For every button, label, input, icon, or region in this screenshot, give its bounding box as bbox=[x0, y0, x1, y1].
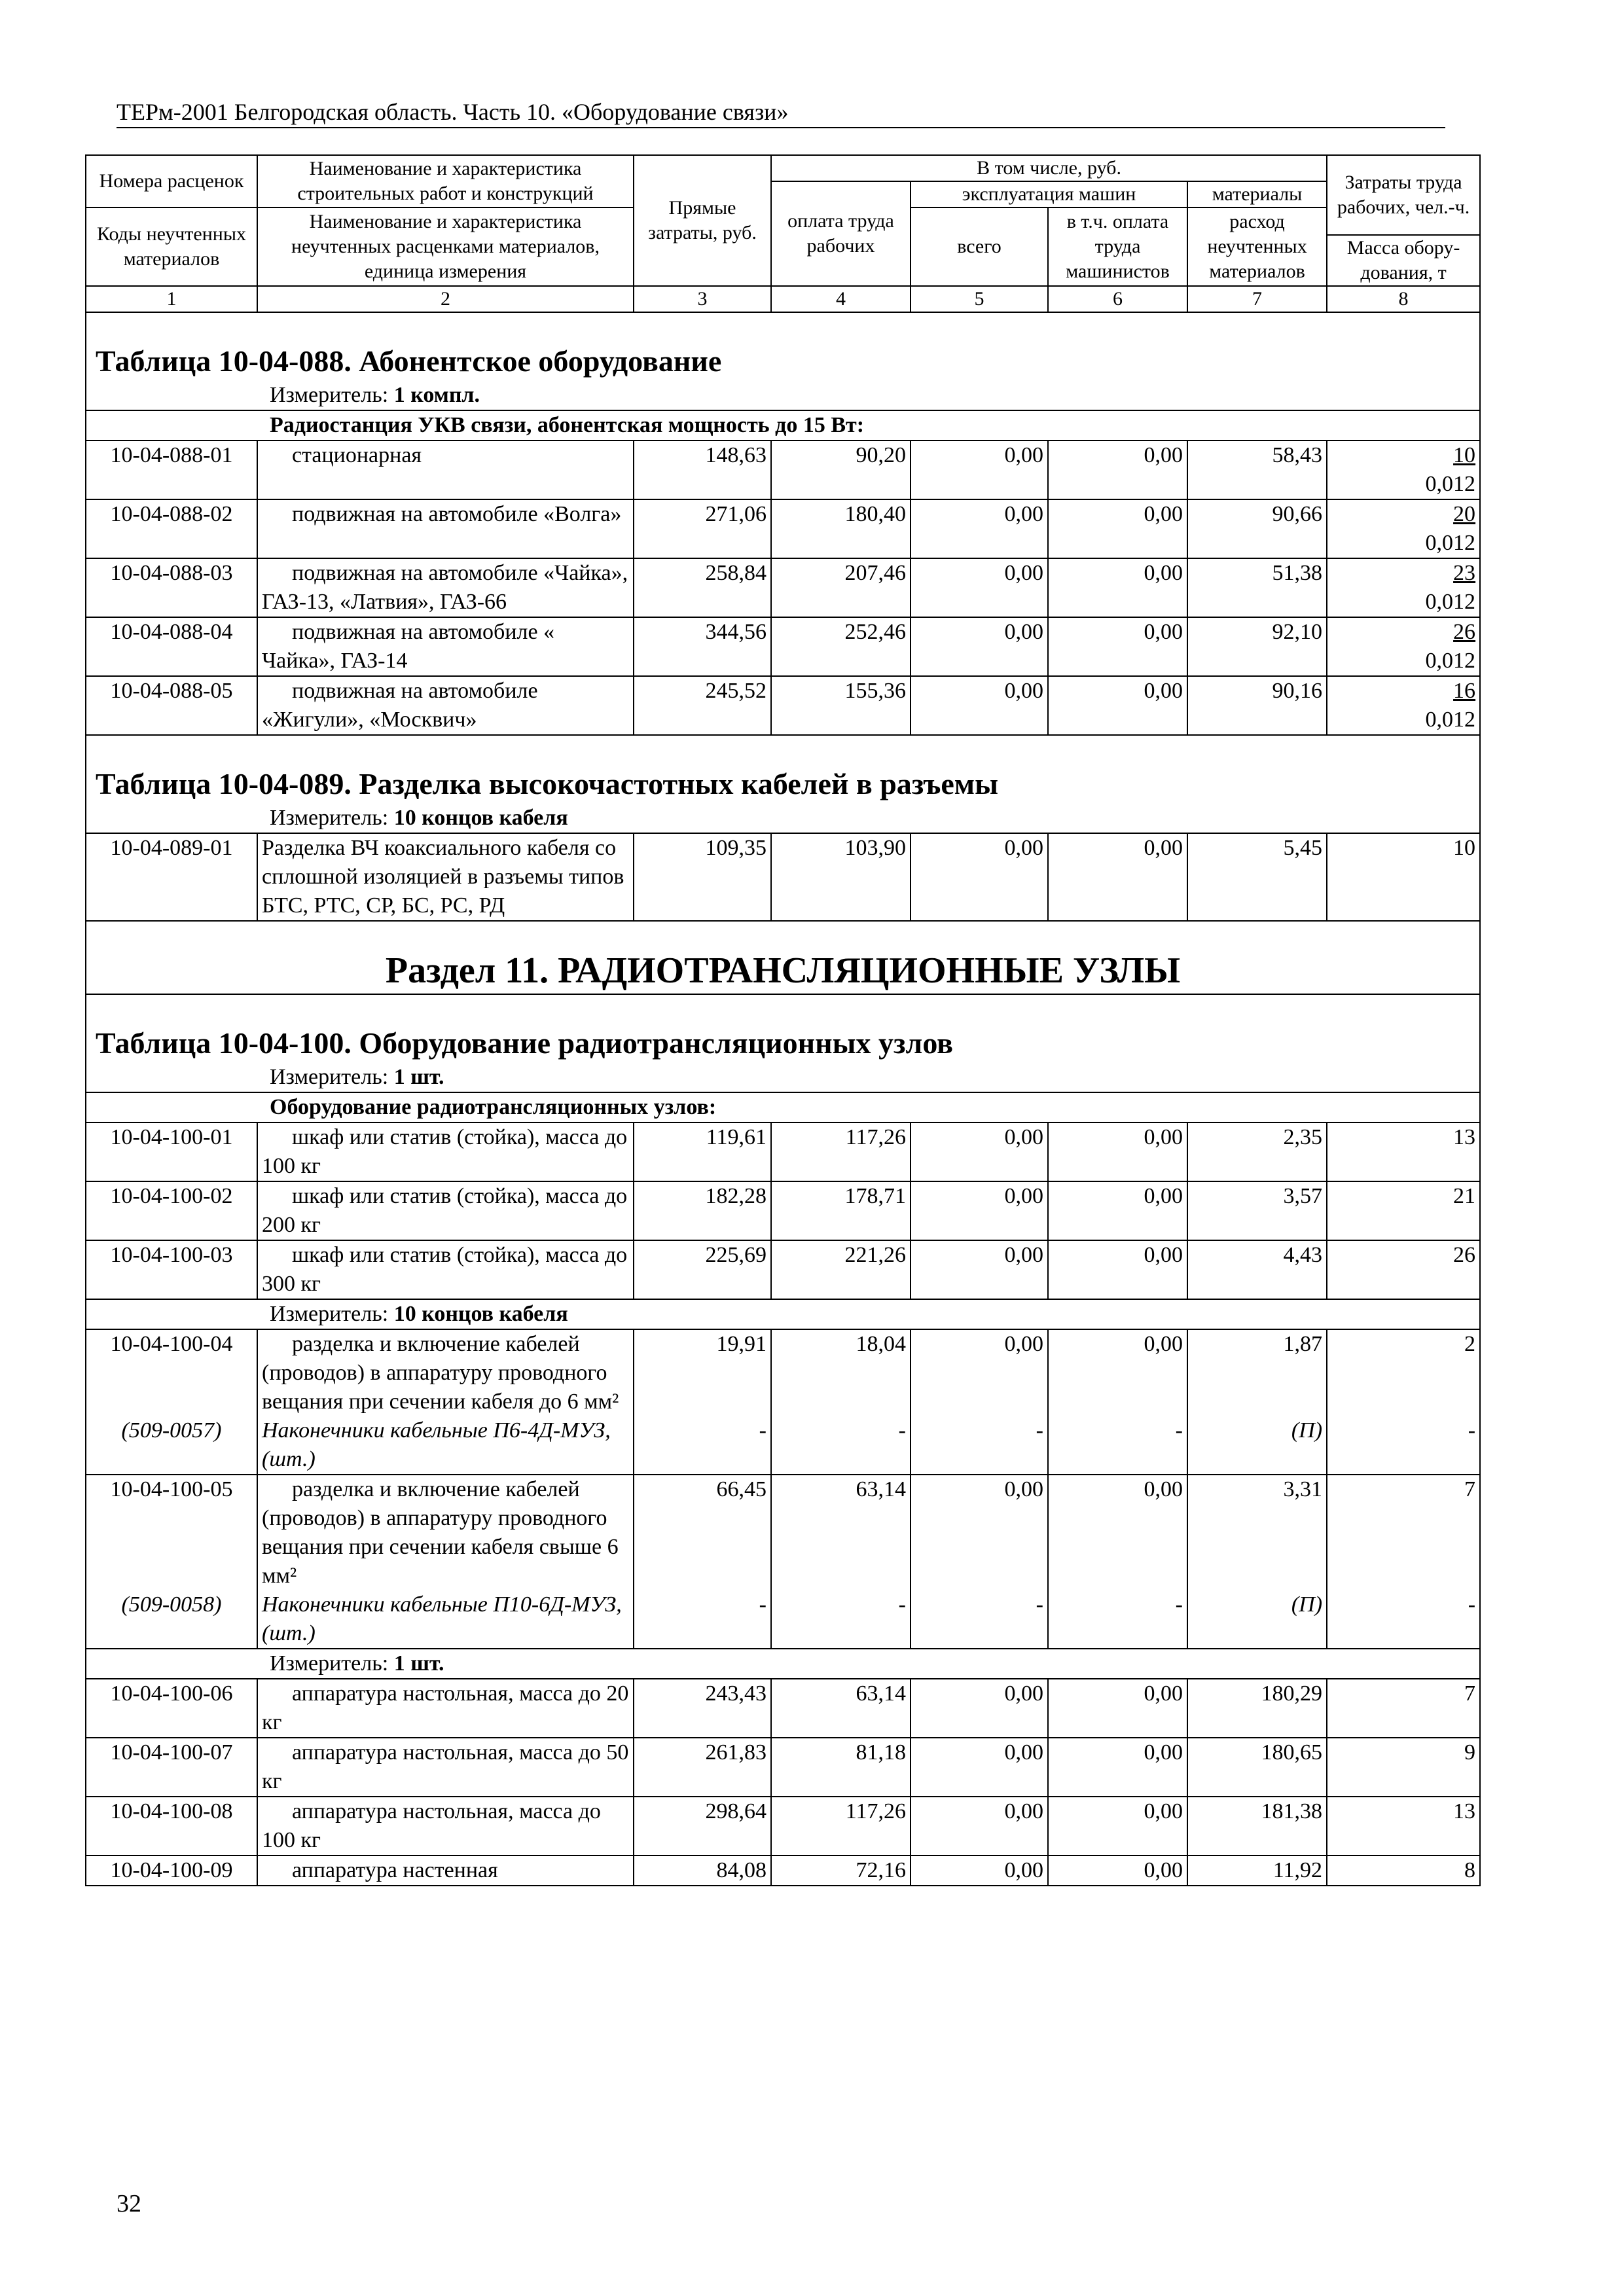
rate-code: 10-04-088-05 bbox=[86, 676, 257, 735]
group-088 bbox=[86, 410, 1480, 440]
col-num-8: 8 bbox=[1327, 286, 1480, 312]
value-c4: 117,26 bbox=[771, 1797, 911, 1856]
group-100 bbox=[86, 1092, 1480, 1122]
value-c5: 0,00 bbox=[911, 1122, 1048, 1181]
value-c5: 0,00 bbox=[911, 676, 1048, 735]
labor-hours-cell bbox=[1327, 558, 1480, 617]
col-labor-hours: Затраты труда рабочих, чел.-ч. bbox=[1327, 155, 1480, 235]
value-c6: 0,00 bbox=[1048, 1240, 1187, 1299]
col-num-3: 3 bbox=[634, 286, 771, 312]
rate-name: аппаратура настольная, масса до 50 кг bbox=[257, 1738, 634, 1797]
labor-hours: 26 bbox=[1453, 620, 1476, 644]
labor-hours-cell bbox=[1327, 833, 1480, 921]
rate-code: 10-04-088-02 bbox=[86, 499, 257, 558]
table-row bbox=[86, 1181, 1480, 1240]
labor-hours: 7 bbox=[1464, 1477, 1476, 1501]
measure-088-cell bbox=[86, 381, 1480, 410]
rate-name: шкаф или статив (стойка), масса до 200 кг bbox=[257, 1181, 634, 1240]
measure-100-b-cell bbox=[86, 1299, 1480, 1329]
value-c7: 180,29 bbox=[1187, 1679, 1327, 1738]
labor-hours-cell bbox=[1327, 1679, 1480, 1738]
rates-table bbox=[85, 154, 1481, 1886]
table-row bbox=[86, 1240, 1480, 1299]
measure-value: 10 концов кабеля bbox=[393, 1302, 568, 1326]
table-row bbox=[86, 499, 1480, 558]
value-c4: 207,46 bbox=[771, 558, 911, 617]
col-num-2: 2 bbox=[257, 286, 634, 312]
table-row bbox=[86, 558, 1480, 617]
material-code: (509-0057) bbox=[86, 1416, 257, 1475]
labor-hours-cell bbox=[1327, 1856, 1480, 1886]
value-c7: 90,66 bbox=[1187, 499, 1327, 558]
rate-name: подвижная на автомобиле « Чайка», ГАЗ-14 bbox=[257, 617, 634, 676]
measure-label: Измеритель: bbox=[270, 1065, 394, 1089]
material-code: (509-0058) bbox=[86, 1590, 257, 1649]
material-mat_c7: (П) bbox=[1187, 1590, 1327, 1649]
value-c6: 0,00 bbox=[1048, 1679, 1187, 1738]
table-title-089-text: Таблица 10-04-089. Разделка высокочастотных кабелей в разъемы bbox=[86, 735, 1480, 804]
rate-name: шкаф или статив (стойка), масса до 300 кг bbox=[257, 1240, 634, 1299]
value-c4: 178,71 bbox=[771, 1181, 911, 1240]
value-c3: 84,08 bbox=[634, 1856, 771, 1886]
measure-label: Измеритель: bbox=[270, 1651, 394, 1676]
material-mat_c5: - bbox=[911, 1416, 1048, 1475]
rate-code: 10-04-088-03 bbox=[86, 558, 257, 617]
value-c5: 0,00 bbox=[911, 1181, 1048, 1240]
page-number: 32 bbox=[117, 2190, 141, 2217]
value-c3: 243,43 bbox=[634, 1679, 771, 1738]
value-c4: 72,16 bbox=[771, 1856, 911, 1886]
labor-hours: 10 bbox=[1453, 443, 1476, 467]
material-mat_c3: - bbox=[634, 1416, 771, 1475]
col-machines: эксплуатация машин bbox=[911, 181, 1187, 207]
measure-label: Измеритель: bbox=[270, 383, 394, 407]
col-materials: материалы bbox=[1187, 181, 1327, 207]
rate-name: разделка и включение кабелей (проводов) в аппаратуру проводного вещания при сечении кабеля свыше 6 мм² bbox=[257, 1475, 634, 1590]
value-c7: 11,92 bbox=[1187, 1856, 1327, 1886]
value-c6: 0,00 bbox=[1048, 676, 1187, 735]
labor-hours: 7 bbox=[1464, 1681, 1476, 1706]
material-mat_c4: - bbox=[771, 1590, 911, 1649]
rate-code: 10-04-100-04 bbox=[86, 1329, 257, 1416]
value-c6: 0,00 bbox=[1048, 1738, 1187, 1797]
material-row bbox=[86, 1416, 1480, 1475]
rate-name: подвижная на автомобиле «Волга» bbox=[257, 499, 634, 558]
table-row bbox=[86, 1856, 1480, 1886]
value-c6: 0,00 bbox=[1048, 617, 1187, 676]
value-c3: 271,06 bbox=[634, 499, 771, 558]
value-c7: 92,10 bbox=[1187, 617, 1327, 676]
value-c6: 0,00 bbox=[1048, 1329, 1187, 1416]
value-c5: 0,00 bbox=[911, 1329, 1048, 1416]
value-c3: 261,83 bbox=[634, 1738, 771, 1797]
col-material-codes: Коды неучтенных материалов bbox=[86, 207, 257, 286]
labor-hours-cell bbox=[1327, 499, 1480, 558]
col-num-5: 5 bbox=[911, 286, 1048, 312]
value-c3: 66,45 bbox=[634, 1475, 771, 1590]
labor-hours: 8 bbox=[1464, 1858, 1476, 1882]
material-mat_c7: (П) bbox=[1187, 1416, 1327, 1475]
table-title-089 bbox=[86, 735, 1480, 804]
labor-hours-cell bbox=[1327, 617, 1480, 676]
value-c5: 0,00 bbox=[911, 499, 1048, 558]
value-c7: 90,16 bbox=[1187, 676, 1327, 735]
value-c6: 0,00 bbox=[1048, 1181, 1187, 1240]
value-c3: 298,64 bbox=[634, 1797, 771, 1856]
material-mat_c6: - bbox=[1048, 1590, 1187, 1649]
table-row bbox=[86, 1679, 1480, 1738]
labor-hours-cell bbox=[1327, 1181, 1480, 1240]
labor-hours: 20 bbox=[1453, 502, 1476, 526]
value-c3: 225,69 bbox=[634, 1240, 771, 1299]
labor-hours-cell bbox=[1327, 1240, 1480, 1299]
table-row bbox=[86, 1329, 1480, 1416]
value-c5: 0,00 bbox=[911, 617, 1048, 676]
rate-code: 10-04-100-06 bbox=[86, 1679, 257, 1738]
value-c7: 181,38 bbox=[1187, 1797, 1327, 1856]
labor-hours-cell bbox=[1327, 1329, 1480, 1416]
measure-value: 1 шт. bbox=[393, 1065, 444, 1089]
col-num-1: 1 bbox=[86, 286, 257, 312]
value-c7: 3,57 bbox=[1187, 1181, 1327, 1240]
measure-value: 1 компл. bbox=[393, 383, 480, 407]
measure-100-a bbox=[86, 1063, 1480, 1092]
value-c5: 0,00 bbox=[911, 1856, 1048, 1886]
table-row bbox=[86, 676, 1480, 735]
value-c4: 81,18 bbox=[771, 1738, 911, 1797]
value-c3: 109,35 bbox=[634, 833, 771, 921]
col-worker-pay: оплата труда рабочих bbox=[771, 181, 911, 286]
value-c3: 148,63 bbox=[634, 440, 771, 499]
measure-089 bbox=[86, 804, 1480, 833]
table-title-100-text: Таблица 10-04-100. Оборудование радиотрансляционных узлов bbox=[86, 994, 1480, 1063]
equipment-mass: 0,012 bbox=[1425, 590, 1476, 614]
value-c4: 180,40 bbox=[771, 499, 911, 558]
table-row bbox=[86, 1122, 1480, 1181]
labor-hours-cell bbox=[1327, 1738, 1480, 1797]
labor-hours: 10 bbox=[1453, 836, 1476, 860]
group-heading: Радиостанция УКВ связи, абонентская мощность до 15 Вт: bbox=[86, 410, 1480, 440]
value-c4: 90,20 bbox=[771, 440, 911, 499]
measure-value: 1 шт. bbox=[393, 1651, 444, 1676]
equipment-mass: 0,012 bbox=[1425, 472, 1476, 496]
labor-hours-cell bbox=[1327, 1475, 1480, 1590]
rate-name: стационарная bbox=[257, 440, 634, 499]
value-c5: 0,00 bbox=[911, 1797, 1048, 1856]
rate-code: 10-04-088-04 bbox=[86, 617, 257, 676]
table-title-100 bbox=[86, 994, 1480, 1063]
labor-hours: 2 bbox=[1464, 1332, 1476, 1356]
labor-hours: 9 bbox=[1464, 1740, 1476, 1765]
rate-code: 10-04-100-03 bbox=[86, 1240, 257, 1299]
rate-name: аппаратура настольная, масса до 20 кг bbox=[257, 1679, 634, 1738]
col-equipment-mass: Масса обору-дования, т bbox=[1327, 235, 1480, 286]
labor-hours-cell bbox=[1327, 440, 1480, 499]
labor-hours: 13 bbox=[1453, 1799, 1476, 1823]
value-c5: 0,00 bbox=[911, 1475, 1048, 1590]
col-rate-numbers: Номера расценок bbox=[86, 155, 257, 207]
value-c5: 0,00 bbox=[911, 558, 1048, 617]
value-c7: 58,43 bbox=[1187, 440, 1327, 499]
col-material-consumption: расход неучтенных материалов bbox=[1187, 207, 1327, 286]
measure-089-cell bbox=[86, 804, 1480, 833]
measure-100-b bbox=[86, 1299, 1480, 1329]
table-row bbox=[86, 1797, 1480, 1856]
col-machines-total: всего bbox=[911, 207, 1048, 286]
measure-100-c-cell bbox=[86, 1649, 1480, 1679]
rate-code: 10-04-100-02 bbox=[86, 1181, 257, 1240]
value-c3: 245,52 bbox=[634, 676, 771, 735]
rate-code: 10-04-100-05 bbox=[86, 1475, 257, 1590]
col-direct-costs: Прямые затраты, руб. bbox=[634, 155, 771, 286]
value-c7: 3,31 bbox=[1187, 1475, 1327, 1590]
equipment-mass: 0,012 bbox=[1425, 649, 1476, 673]
rate-name: разделка и включение кабелей (проводов) в аппаратуру проводного вещания при сечении кабеля до 6 мм² bbox=[257, 1329, 634, 1416]
material-mat_c4: - bbox=[771, 1416, 911, 1475]
rate-name: подвижная на автомобиле «Жигули», «Москвич» bbox=[257, 676, 634, 735]
material-mat_c8: - bbox=[1327, 1590, 1480, 1649]
labor-hours: 16 bbox=[1453, 679, 1476, 703]
rate-code: 10-04-089-01 bbox=[86, 833, 257, 921]
value-c5: 0,00 bbox=[911, 1738, 1048, 1797]
rate-code: 10-04-100-08 bbox=[86, 1797, 257, 1856]
rate-name: шкаф или статив (стойка), масса до 100 кг bbox=[257, 1122, 634, 1181]
table-header bbox=[86, 155, 1480, 312]
rate-code: 10-04-088-01 bbox=[86, 440, 257, 499]
value-c3: 258,84 bbox=[634, 558, 771, 617]
value-c5: 0,00 bbox=[911, 1679, 1048, 1738]
value-c5: 0,00 bbox=[911, 833, 1048, 921]
col-machinist-pay: в т.ч. оплата труда машинистов bbox=[1048, 207, 1187, 286]
material-mat_c8: - bbox=[1327, 1416, 1480, 1475]
value-c4: 103,90 bbox=[771, 833, 911, 921]
equipment-mass: 0,012 bbox=[1425, 708, 1476, 732]
value-c6: 0,00 bbox=[1048, 1797, 1187, 1856]
rate-name: Разделка ВЧ коаксиального кабеля со сплошной изоляцией в разъемы типов БТС, РТС, СР, БС, РС, РД bbox=[257, 833, 634, 921]
measure-088 bbox=[86, 381, 1480, 410]
value-c6: 0,00 bbox=[1048, 1856, 1187, 1886]
measure-label: Измеритель: bbox=[270, 806, 394, 830]
value-c7: 2,35 bbox=[1187, 1122, 1327, 1181]
value-c7: 51,38 bbox=[1187, 558, 1327, 617]
value-c4: 63,14 bbox=[771, 1679, 911, 1738]
material-mat_c5: - bbox=[911, 1590, 1048, 1649]
value-c4: 252,46 bbox=[771, 617, 911, 676]
section-title-text: Раздел 11. РАДИОТРАНСЛЯЦИОННЫЕ УЗЛЫ bbox=[86, 921, 1480, 994]
page-header: ТЕРм-2001 Белгородская область. Часть 10. «Оборудование связи» bbox=[117, 98, 1445, 128]
labor-hours: 13 bbox=[1453, 1125, 1476, 1149]
value-c7: 1,87 bbox=[1187, 1329, 1327, 1416]
value-c4: 155,36 bbox=[771, 676, 911, 735]
value-c5: 0,00 bbox=[911, 1240, 1048, 1299]
labor-hours: 26 bbox=[1453, 1243, 1476, 1267]
rate-code: 10-04-100-07 bbox=[86, 1738, 257, 1797]
material-row bbox=[86, 1590, 1480, 1649]
value-c7: 4,43 bbox=[1187, 1240, 1327, 1299]
table-row bbox=[86, 1738, 1480, 1797]
material-mat_c6: - bbox=[1048, 1416, 1187, 1475]
value-c4: 18,04 bbox=[771, 1329, 911, 1416]
table-row bbox=[86, 440, 1480, 499]
labor-hours-cell bbox=[1327, 1797, 1480, 1856]
section-title bbox=[86, 921, 1480, 994]
material-mat_c3: - bbox=[634, 1590, 771, 1649]
value-c4: 63,14 bbox=[771, 1475, 911, 1590]
labor-hours-cell bbox=[1327, 1122, 1480, 1181]
measure-value: 10 концов кабеля bbox=[393, 806, 568, 830]
rate-code: 10-04-100-09 bbox=[86, 1856, 257, 1886]
value-c6: 0,00 bbox=[1048, 558, 1187, 617]
labor-hours: 23 bbox=[1453, 561, 1476, 585]
value-c6: 0,00 bbox=[1048, 1475, 1187, 1590]
col-num-6: 6 bbox=[1048, 286, 1187, 312]
col-work-name: Наименование и характеристика строительных работ и конструкций bbox=[257, 155, 634, 207]
table-row bbox=[86, 833, 1480, 921]
material-name: Наконечники кабельные П10-6Д-МУЗ, (шт.) bbox=[257, 1590, 634, 1649]
col-num-7: 7 bbox=[1187, 286, 1327, 312]
value-c6: 0,00 bbox=[1048, 499, 1187, 558]
table-row bbox=[86, 617, 1480, 676]
value-c3: 19,91 bbox=[634, 1329, 771, 1416]
table-title-088-text: Таблица 10-04-088. Абонентское оборудование bbox=[86, 312, 1480, 381]
table-body bbox=[86, 312, 1480, 1886]
rate-name: аппаратура настольная, масса до 100 кг bbox=[257, 1797, 634, 1856]
rate-name: аппаратура настенная bbox=[257, 1856, 634, 1886]
value-c6: 0,00 bbox=[1048, 440, 1187, 499]
table-row bbox=[86, 1475, 1480, 1590]
labor-hours-cell bbox=[1327, 676, 1480, 735]
measure-label: Измеритель: bbox=[270, 1302, 394, 1326]
value-c6: 0,00 bbox=[1048, 833, 1187, 921]
table-title-088 bbox=[86, 312, 1480, 381]
col-num-4: 4 bbox=[771, 286, 911, 312]
value-c6: 0,00 bbox=[1048, 1122, 1187, 1181]
measure-100-c bbox=[86, 1649, 1480, 1679]
value-c7: 5,45 bbox=[1187, 833, 1327, 921]
value-c4: 117,26 bbox=[771, 1122, 911, 1181]
labor-hours: 21 bbox=[1453, 1184, 1476, 1208]
value-c3: 182,28 bbox=[634, 1181, 771, 1240]
value-c3: 344,56 bbox=[634, 617, 771, 676]
value-c7: 180,65 bbox=[1187, 1738, 1327, 1797]
material-name: Наконечники кабельные П6-4Д-МУЗ, (шт.) bbox=[257, 1416, 634, 1475]
col-material-name: Наименование и характеристика неучтенных расценками материалов, единица измерения bbox=[257, 207, 634, 286]
rate-name: подвижная на автомобиле «Чайка», ГАЗ-13, «Латвия», ГАЗ-66 bbox=[257, 558, 634, 617]
value-c3: 119,61 bbox=[634, 1122, 771, 1181]
value-c4: 221,26 bbox=[771, 1240, 911, 1299]
group-heading: Оборудование радиотрансляционных узлов: bbox=[86, 1092, 1480, 1122]
rate-code: 10-04-100-01 bbox=[86, 1122, 257, 1181]
equipment-mass: 0,012 bbox=[1425, 531, 1476, 555]
value-c5: 0,00 bbox=[911, 440, 1048, 499]
col-including: В том числе, руб. bbox=[771, 155, 1327, 181]
measure-100-a-cell bbox=[86, 1063, 1480, 1092]
